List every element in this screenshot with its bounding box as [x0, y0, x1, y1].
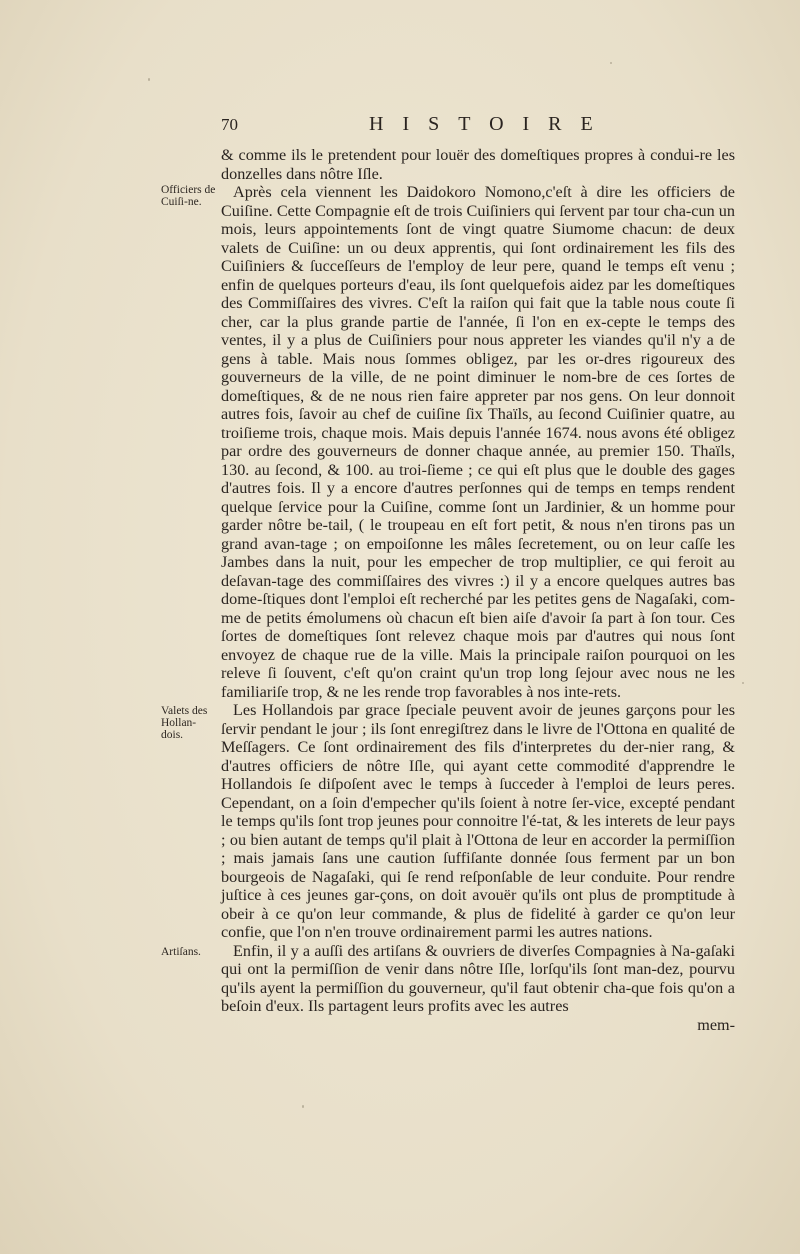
margin-note-artisans: Artiſans. [161, 946, 201, 958]
paragraph-continuation: & comme ils le pretendent pour louër des domeſtiques propres à condui-re les donzelles dans nôtre Iſle. [221, 146, 735, 183]
paragraph-officiers: Après cela viennent les Daidokoro Nomono,c'eſt à dire les officiers de Cuiſine. Cette Compagnie eſt de trois Cuiſiniers qui ſervent par tour cha-cun un mois, leurs appointements ſont de vingt quatre Siumome chacun: de deux valets de Cuiſine: un ou deux apprentis, qui ſont ordinairement les fils des Cuiſiniers & ſucceſſeurs de l'employ de leur pere, quand le temps eſt venu ; enfin de quelques porteurs d'eau, ils ſont quelquefois aidez par les domeſtiques des Commiſſaires des vivres. C'eſt la raiſon qui fait que la table nous coute ſi cher, car la plus grande partie de l'année, ſi l'on en ex-cepte le temps des ventes, il y a plus de Cuiſiniers pour nous appreter les viandes qu'il n'y a de gens à table. Mais nous ſommes obligez, par les or-dres rigoureux des gouverneurs de la ville, de ne point diminuer le nom-bre de ces ſortes de domeſtiques, & de ne nous rien faire appreter par nos gens. On leur donnoit autres fois, ſavoir au chef de cuiſine ſix Thaïls, au ſecond Cuiſinier quatre, au troiſieme trois, chaque mois. Mais depuis l'année 1674. nous avons été obligez par ordre des gouverneurs de donner chaque année, au premier 150. Thaïls, 130. au ſecond, & 100. au troi-ſieme ; ce qui eſt plus que le double des gages d'autres fois. Il y a encore d'autres perſonnes qui de temps en temps rendent quelque ſervice pour la Cuiſine, comme ſont un Jardinier, & un homme pour garder nôtre be-tail, ( le troupeau en eſt fort petit, & nous n'en tirons pas un grand avan-tage ; on empoiſonne les mâles ſecretement, ou on leur caſſe les Jambes dans la nuit, pour les empecher de trop multiplier, ce qui feroit au deſavan-tage des commiſſaires des vivres :) il y a encore quelques autres bas dome-ſtiques dont l'emploi eſt recherché par les petites gens de Nagaſaki, com-me de petits émolumens où chacun eſt bien aiſe d'avoir ſa part à ſon tour. Ces ſortes de domeſtiques ſont relevez chaque mois par d'autres qui nous ſont envoyez de chaque rue de la ville. Mais la principale raiſon pourquoi on les releve ſi ſouvent, c'eſt qu'on craint qu'un trop long ſejour avec nous ne les familiariſe trop, & ne les rende trop favorables à nos inte-rets. [221, 183, 735, 701]
running-title: HISTOIRE [369, 113, 612, 135]
margin-note-officiers: Officiers de Cuiſi-ne. [161, 184, 216, 208]
paper-speck [742, 682, 744, 684]
margin-note-valets: Valets des Hollan-dois. [161, 705, 208, 741]
paragraph-artisans: Enfin, il y a auſſi des artiſans & ouvriers de diverſes Compagnies à Na-gaſaki qui ont la permiſſion de venir dans nôtre Iſle, lorſqu'ils ſont man-dez, pourvu qu'ils ayent la permiſſion du gouverneur, qu'il faut obtenir cha-que fois qu'on a beſoin d'eux. Ils partagent leurs profits avec les autres [221, 941, 735, 1015]
paper-speck [610, 62, 612, 64]
page-header [221, 113, 735, 137]
paragraph-valets: Les Hollandois par grace ſpeciale peuvent avoir de jeunes garçons pour les ſervir pendant le jour ; ils ſont enregiſtrez dans le livre de l'Ottona en qualité de Meſſagers. Ce ſont ordinairement des fils d'interpretes du der-nier rang, & d'autres officiers de nôtre Iſle, qui ayant cette commodité d'apprendre le Hollandois ſe diſpoſent avec le temps à ſucceder à l'emploi de leurs peres. Cependant, on a ſoin d'empecher qu'ils ſoient à notre ſer-vice, excepté pendant le temps qu'ils ſont trop jeunes pour connoitre l'é-tat, & les interets de leur pays ; ou bien autant de temps qu'il plait à l'Ottona de leur en accorder la permiſſion ; mais jamais ſans une caution ſuffiſante donnée ſous ferment par un bon bourgeois de Nagaſaki, qui ſe rend reſponſable de leur conduite. Pour rendre juſtice à ces jeunes gar-çons, on doit avouër qu'ils ont plus de promptitude à obeir à ce qu'on leur commande, & plus de fidelité à garder ce qu'on leur confie, que l'on n'en trouve ordinairement parmi les autres nations. [221, 701, 735, 941]
body-text [221, 146, 735, 1034]
paper-speck [302, 1105, 304, 1108]
paper-speck [148, 78, 150, 81]
page-number: 70 [221, 115, 238, 134]
catchword: mem- [697, 1015, 735, 1034]
